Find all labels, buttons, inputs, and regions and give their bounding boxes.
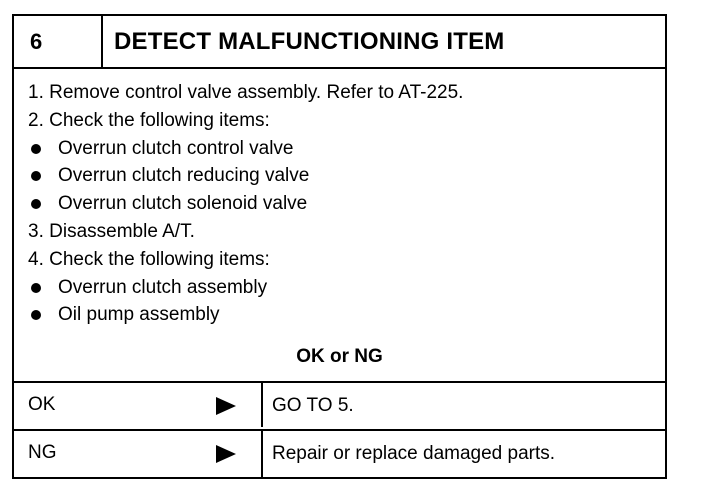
result-row-ok xyxy=(14,381,665,427)
instruction-list xyxy=(28,79,648,329)
result-label-ng: NG xyxy=(28,442,57,463)
step-title: DETECT MALFUNCTIONING ITEM xyxy=(114,28,505,55)
instruction-item: 3. Disassemble A/T. xyxy=(28,220,195,242)
row-divider xyxy=(261,383,263,427)
instruction-item: 1. Remove control valve assembly. Refer to AT-225. xyxy=(28,82,464,103)
arrow-right-icon xyxy=(216,445,236,463)
check-item: Overrun clutch control valve xyxy=(28,135,648,163)
diagnostic-step-box xyxy=(12,14,667,479)
result-action-ng: Repair or replace damaged parts. xyxy=(272,443,556,464)
check-item: Overrun clutch reducing valve xyxy=(28,162,648,190)
arrow-right-icon xyxy=(216,397,236,415)
result-action-ok: GO TO 5. xyxy=(272,395,354,416)
instruction-item: 2. Check the following items: xyxy=(28,109,270,131)
step-number: 6 xyxy=(14,16,103,67)
check-prompt: OK or NG xyxy=(296,346,383,367)
step-header xyxy=(14,16,665,69)
instruction-item: 4. Check the following items: xyxy=(28,248,270,270)
result-row-ng xyxy=(14,429,665,477)
result-label-ok: OK xyxy=(28,394,56,415)
check-item: Overrun clutch solenoid valve xyxy=(28,190,648,218)
check-item: Overrun clutch assembly xyxy=(28,274,648,302)
check-item: Oil pump assembly xyxy=(28,301,648,329)
row-divider xyxy=(261,431,263,477)
